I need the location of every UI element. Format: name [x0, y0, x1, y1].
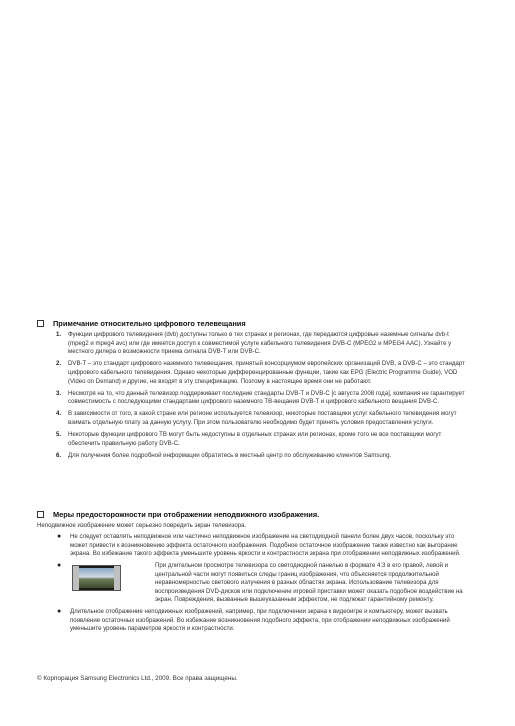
notes-list	[37, 331, 469, 460]
list-item	[37, 533, 469, 559]
item-number: 2.	[56, 360, 62, 368]
list-item	[37, 562, 469, 605]
tv-4-3-illustration	[72, 565, 121, 591]
copyright-footer: © Корпорация Samsung Electronics Ltd., 2009. Все права защищены.	[37, 675, 238, 682]
item-text: Не следует оставлять неподвижное или частично неподвижное изображение на светодиодной панели более двух часов, поскольку это может привести к возникновению эффекта остаточного изображения. Подобное остаточное изображение также известно как выгорание экрана. Во избежание такого эффекта уменьшите уровень яркости и контрастности экрана при отображении неподвижных изображений.	[70, 533, 461, 558]
item-text: Длительное отображение неподвижных изображений, например, при подключении экрана к видеоигре и компьютеру, может вызвать появление остаточных изображений. Во избежание возникновения подобного эффекта, при отображении неподвижных изображений уменьшите уровень параметров яркости и контрастности.	[70, 608, 450, 633]
item-number: 3.	[56, 389, 62, 397]
item-text: В зависимости от того, в какой стране или регионе используется телевизор, некоторые поставщики услуг кабельного телевидения могут взимать отдельную плату за данную услугу. При этом пользователю необходимо будет принять условия предоставления услуги.	[68, 410, 457, 426]
item-number: 6.	[56, 451, 62, 459]
list-item	[37, 452, 469, 461]
precautions-heading-text: Меры предосторожности при отображении неподвижного изображения.	[53, 510, 320, 519]
checkbox-bullet-icon	[37, 320, 44, 327]
list-item	[37, 410, 469, 427]
precautions-list	[37, 533, 469, 634]
still-image-precautions-section	[37, 510, 469, 637]
notes-heading-text: Примечание относительно цифрового телевещания	[53, 319, 246, 328]
list-item	[37, 608, 469, 634]
item-number: 4.	[56, 410, 62, 418]
list-item	[37, 331, 469, 357]
item-text: Некоторые функции цифрового ТВ могут быть недоступны в отдельных странах или регионах, кроме того не все поставщики могут обеспечить правильную работу DVB-C.	[68, 430, 442, 447]
item-text: Для получения более подробной информации обратитесь в местный центр по обслуживанию клиентов Samsung.	[68, 451, 392, 459]
checkbox-bullet-icon	[37, 511, 44, 518]
item-text: При длительном просмотре телевизора со светодиодной панелью в формате 4:3 в его правой, левой и центральной части могут появиться следы границ изображения, что объясняется продолжительной неравномерностью светового излучения в разных областях экрана. Использование телевизора для воспроизведения DVD-дисков или подключение игровой приставки может оказать подобное воздействие на экран. Повреждения, вызванные вышеуказанным эффектом, не подлежат гарантийному ремонту.	[155, 561, 463, 604]
bullet-dot-icon: ●	[57, 608, 62, 616]
item-number: 5.	[56, 430, 62, 438]
item-number: 1.	[56, 331, 62, 338]
digital-broadcast-notes-section	[37, 319, 469, 464]
item-text: Несмотря на то, что данный телевизор поддерживает последние стандарты DVB-T и DVB-C [с августа 2008 года], компания не гарантирует совместимость с последующими стандартами цифрового наземного ТВ-вещания DVB-T и цифрового кабельного вещания DVB-C.	[68, 389, 465, 406]
list-item	[37, 431, 469, 448]
list-item	[37, 360, 469, 386]
precautions-intro: Неподвижное изображение может серьезно повредить экран телевизора.	[37, 522, 247, 529]
notes-heading	[37, 319, 469, 328]
list-item	[37, 390, 469, 407]
item-content	[70, 562, 469, 605]
item-text: Функции цифрового телевидения (dvb) доступны только в тех странах и регионах, где передаются цифровые наземные сигналы dvb-t (mpeg2 и mpeg4 avc) или где имеется доступ к совместимой услуге кабельного телевидения DVB-C (MPEG2 и MPEG4 AAC). Узнайте у местного дилера о возможности приема сигнала DVB-T или DVB-C.	[68, 331, 452, 356]
bullet-dot-icon: ●	[57, 561, 62, 569]
bullet-dot-icon: ●	[57, 533, 62, 540]
item-text: DVB-T – это стандарт цифрового наземного телевещания, принятый консорциумом европейских организаций DVB, а DVB-C – это стандарт цифрового кабельного телевидения. Однако некоторые дифференцированные функции, такие как EPG (Electric Programme Guide), VOD (Video on Demand) и другие, не входят в эту спецификацию. Поэтому в настоящее время они не работают.	[68, 360, 465, 385]
precautions-heading	[37, 510, 469, 519]
